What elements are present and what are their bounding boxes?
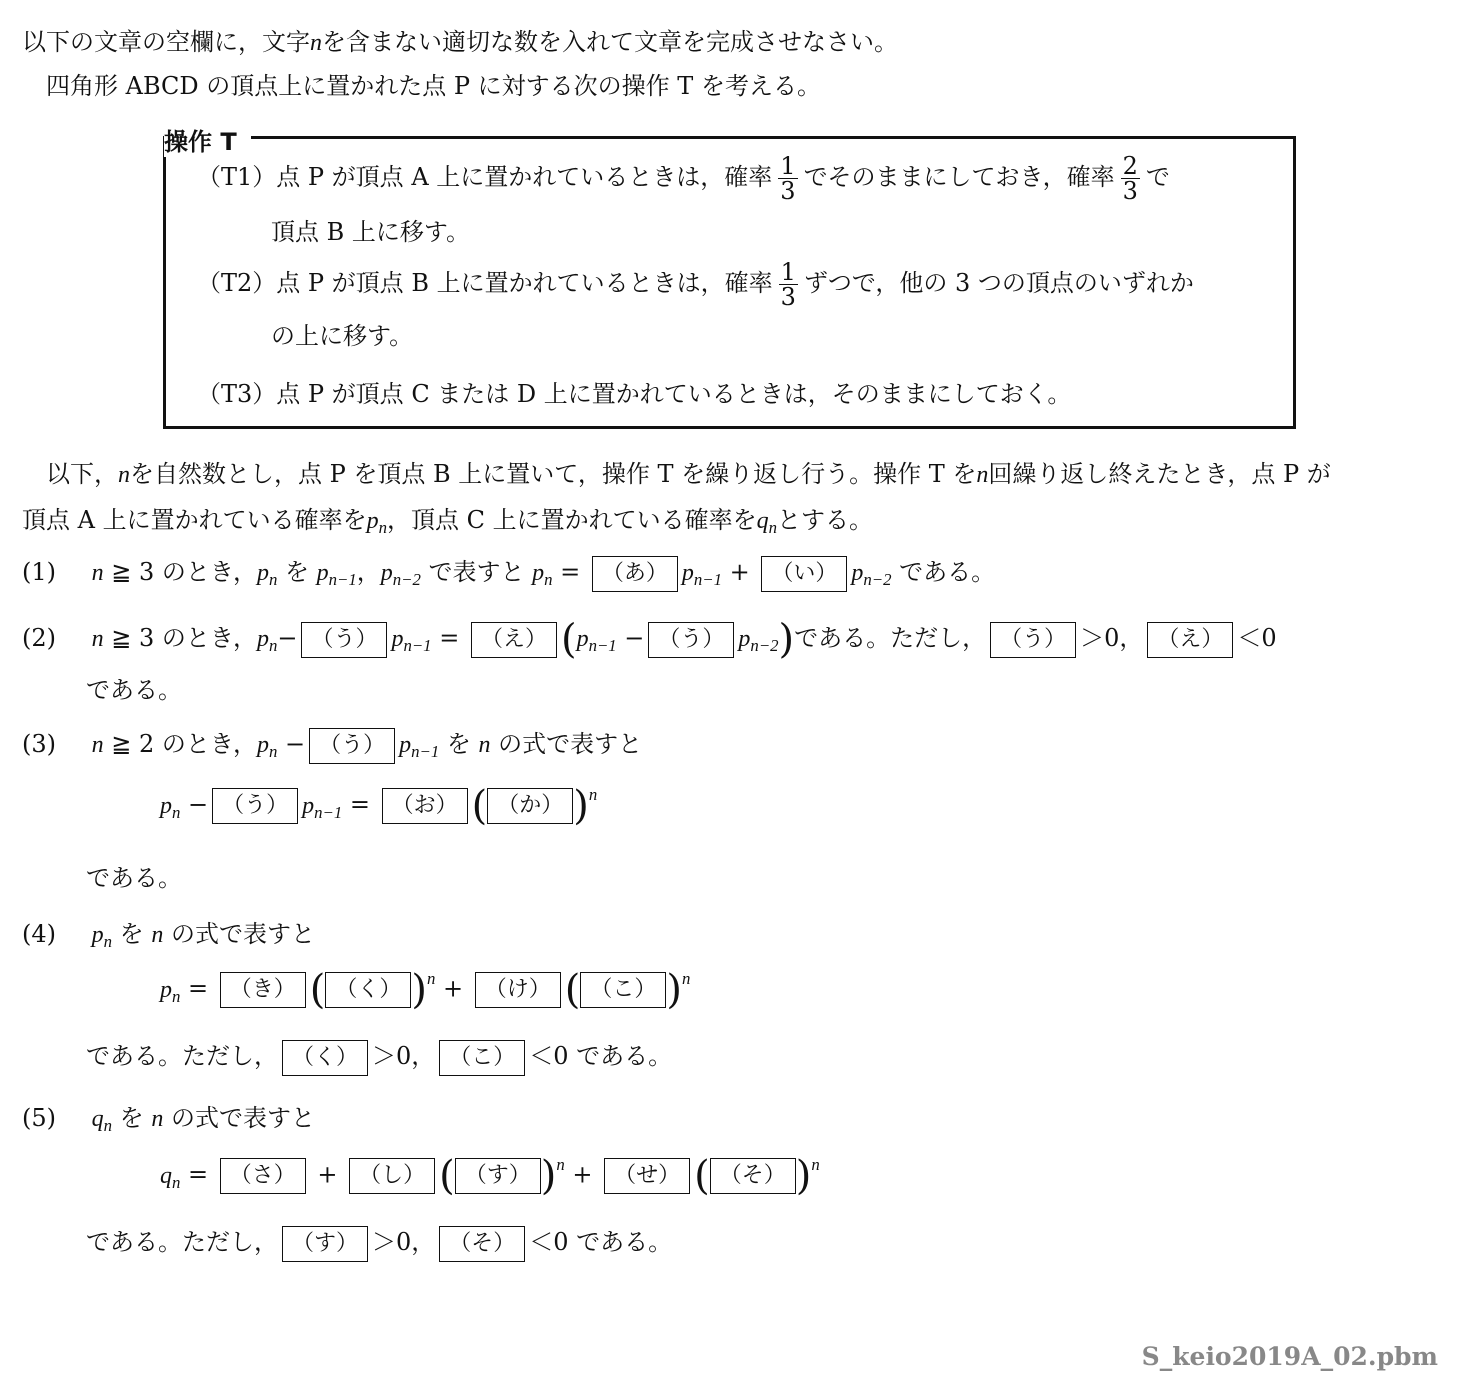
left-paren: ( — [471, 783, 488, 829]
text: である。ただし， — [86, 1042, 278, 1070]
blank-ku: （く） — [282, 1040, 368, 1076]
var-pn-2: $p_{n-2}$ — [380, 560, 421, 590]
setup-paragraph-line1 — [46, 454, 1331, 489]
text: ≧ 2 のとき， — [111, 730, 257, 758]
left-paren: ( — [694, 1153, 710, 1199]
question-4-cond — [86, 1036, 672, 1076]
rule-label: （T3） — [197, 380, 277, 408]
blank-so: （そ） — [710, 1158, 796, 1194]
var-pn: $p_n$ — [256, 560, 278, 590]
var-n: n — [91, 732, 104, 758]
question-5-formula: $q_n$ = （さ） + （し） ( （す） )$^n$ + （せ） ( （そ） )$^n$ — [160, 1153, 820, 1199]
text: である。 — [899, 558, 996, 586]
instruction-text: 以下の文章の空欄に，文字 — [22, 28, 310, 56]
blank-shi: （し） — [349, 1158, 435, 1194]
question-number: (4) — [22, 920, 56, 948]
var-pn: $p_n$ — [256, 626, 278, 656]
instruction-var: n — [310, 30, 322, 56]
question-3-cont: である。 — [86, 864, 182, 892]
blank-su: （す） — [282, 1226, 368, 1262]
var-pn-2: $p_{n-2}$ — [738, 626, 779, 656]
question-number: (5) — [22, 1104, 56, 1132]
text: である。ただし， — [86, 1228, 278, 1256]
blank-se: （せ） — [604, 1158, 690, 1194]
rule-t2 — [197, 260, 1194, 309]
fraction-numerator: 2 — [1122, 152, 1138, 180]
question-number: (2) — [22, 624, 56, 652]
fraction-denominator: 3 — [780, 283, 796, 311]
blank-u: （う） — [309, 728, 395, 764]
rule-t2-cont: の上に移す。 — [271, 322, 414, 350]
right-paren: ) — [411, 967, 427, 1013]
text: を自然数とし，点 P を頂点 B 上に置いて，操作 T を繰り返し行う。操作 T を — [130, 460, 977, 488]
var-pn: $p_n$ — [256, 732, 278, 762]
exponent-n: n — [426, 968, 436, 988]
left-paren: ( — [439, 1153, 455, 1199]
right-paren: ) — [795, 1153, 812, 1199]
text: を — [446, 730, 471, 758]
question-number: (1) — [22, 558, 56, 586]
var-n: n — [478, 732, 491, 758]
text: ≧ 3 のとき， — [111, 624, 257, 652]
fraction-one-third — [778, 154, 797, 203]
var-pn: $p_n$ — [532, 560, 553, 590]
text: を — [119, 1104, 144, 1132]
question-3: (3) n ≧ 2 のとき，$p_n$ − （う） $p_{n-1}$ を n の式で表すと — [22, 724, 642, 764]
footer-filename: S_keio2019A_02.pbm — [1141, 1342, 1438, 1371]
var-pn-1: $p_{n-1}$ — [302, 792, 343, 822]
rule-t1 — [197, 154, 1170, 203]
text: ＞0， — [372, 1228, 436, 1256]
blank-ko: （こ） — [439, 1040, 525, 1076]
fraction-numerator: 1 — [780, 152, 796, 180]
blank-ku: （く） — [325, 972, 411, 1008]
fraction-two-thirds — [1121, 154, 1140, 203]
instruction — [22, 22, 898, 57]
fraction-numerator: 1 — [780, 258, 796, 286]
right-paren: ) — [540, 1153, 557, 1199]
rule-text: ずつで，他の 3 つの頂点のいずれか — [803, 269, 1194, 297]
blank-e: （え） — [1147, 622, 1233, 658]
text: ＜0 である。 — [529, 1228, 673, 1256]
text: 以下， — [46, 460, 118, 488]
blank-i: （い） — [761, 556, 847, 592]
question-1: (1) n ≧ 3 のとき，$p_n$ を $p_{n-1}$，$p_{n-2}$ で表すと $p_n$ = （あ） $p_{n-1}$ + （い） $p_{n-2}$ である。 — [22, 552, 995, 592]
question-number: (3) — [22, 730, 56, 758]
blank-e: （え） — [471, 622, 557, 658]
question-5-cond — [86, 1222, 672, 1262]
text: ，頂点 C 上に置かれている確率を — [386, 506, 757, 534]
var-qn: $q_n$ — [160, 1162, 181, 1192]
operation-title: 操作 T — [164, 122, 251, 157]
var-n: n — [151, 922, 164, 948]
rule-text: 点 P が頂点 A 上に置かれているときは，確率 — [276, 163, 773, 191]
right-paren: ) — [666, 967, 682, 1013]
var-pn: $p_n$ — [160, 792, 181, 822]
var-qn: $q_n$ — [91, 1106, 113, 1136]
text: を — [285, 558, 309, 586]
instruction-tail: を含まない適切な数を入れて文章を完成させなさい。 — [322, 28, 898, 56]
rule-t3 — [197, 374, 1071, 409]
var-n: n — [118, 462, 130, 488]
setup-paragraph-line2 — [22, 500, 873, 538]
var-pn-1: $p_{n-1}$ — [576, 626, 617, 656]
blank-ko: （こ） — [580, 972, 666, 1008]
blank-so: （そ） — [439, 1226, 525, 1262]
text: の式で表すと — [498, 730, 643, 758]
var-pn-1: $p_{n-1}$ — [681, 560, 723, 590]
blank-su: （す） — [455, 1158, 541, 1194]
var-pn-1: $p_{n-1}$ — [399, 732, 440, 762]
left-paren: ( — [564, 967, 581, 1013]
text: ＞0， — [1080, 624, 1144, 652]
text: ＜0 — [1237, 624, 1277, 652]
text: である。ただし， — [794, 624, 987, 652]
fraction-one-third — [779, 260, 798, 309]
question-2: (2) n ≧ 3 のとき，$p_n-$ （う） $p_{n-1}$ = （え） ($p_{n-1}$ − （う） $p_{n-2}$)である。ただし， （う） ＞0， （え） ＜0 — [22, 616, 1277, 663]
question-3-formula: $p_n$ − （う） $p_{n-1}$ = （お） ( （か） )$^n$ — [160, 783, 598, 829]
exponent-n: n — [681, 968, 691, 988]
exponent-n: n — [811, 1154, 820, 1174]
blank-u: （う） — [212, 788, 298, 824]
blank-ki: （き） — [220, 972, 306, 1008]
var-pn: $p_n$ — [91, 922, 113, 952]
text: ＞0， — [372, 1042, 436, 1070]
blank-a: （あ） — [592, 556, 678, 592]
right-paren: ) — [778, 616, 795, 663]
question-4 — [22, 914, 315, 952]
question-5 — [22, 1098, 315, 1136]
blank-u: （う） — [990, 622, 1076, 658]
var-qn: $q_n$ — [756, 508, 777, 538]
var-pn: $p_n$ — [160, 976, 181, 1006]
fraction-denominator: 3 — [780, 177, 796, 205]
blank-ke: （け） — [475, 972, 561, 1008]
text: 回繰り返し終えたとき，点 P が — [988, 460, 1331, 488]
blank-o: （お） — [382, 788, 468, 824]
fraction-denominator: 3 — [1122, 177, 1138, 205]
rule-label: （T2） — [197, 269, 277, 297]
left-paren: ( — [309, 967, 326, 1013]
question-4-formula: $p_n$ = （き） ( （く） )$^n$ + （け） ( （こ） )$^n$ — [160, 967, 691, 1013]
var-n: n — [151, 1106, 164, 1132]
var-pn-1: $p_{n-1}$ — [391, 626, 432, 656]
rule-text: でそのままにしておき，確率 — [803, 163, 1115, 191]
text: 頂点 A 上に置かれている確率を — [22, 506, 367, 534]
rule-text: 点 P が頂点 B 上に置かれているときは，確率 — [276, 269, 773, 297]
intro: 四角形 ABCD の頂点上に置かれた点 P に対する次の操作 T を考える。 — [46, 72, 821, 100]
var-pn: $p_n$ — [366, 508, 387, 538]
text: で表すと — [428, 558, 525, 586]
rule-t1-cont: 頂点 B 上に移す。 — [271, 218, 470, 246]
rule-text: 点 P が頂点 C または D 上に置かれているときは，そのままにしておく。 — [276, 380, 1072, 408]
text: を — [119, 920, 144, 948]
text: ， — [356, 558, 381, 586]
blank-u: （う） — [301, 622, 387, 658]
text: ≧ 3 のとき， — [111, 558, 257, 586]
text: とする。 — [777, 506, 873, 534]
exponent-n: n — [556, 1154, 565, 1174]
text: ＜0 である。 — [529, 1042, 673, 1070]
text: の式で表すと — [170, 1104, 315, 1132]
right-paren: ) — [573, 783, 589, 829]
text: の式で表すと — [170, 920, 315, 948]
var-n: n — [91, 560, 104, 586]
left-paren: ( — [560, 616, 577, 663]
exponent-n: n — [588, 784, 598, 804]
var-pn-1: $p_{n-1}$ — [316, 560, 357, 590]
var-pn-2: $p_{n-2}$ — [851, 560, 892, 590]
var-n: n — [91, 626, 104, 652]
blank-sa: （さ） — [220, 1158, 306, 1194]
blank-u: （う） — [648, 622, 734, 658]
rule-text: で — [1145, 163, 1170, 191]
rule-label: （T1） — [197, 163, 277, 191]
var-n: n — [976, 462, 989, 488]
blank-ka: （か） — [487, 788, 573, 824]
question-2-cont: である。 — [86, 676, 182, 704]
